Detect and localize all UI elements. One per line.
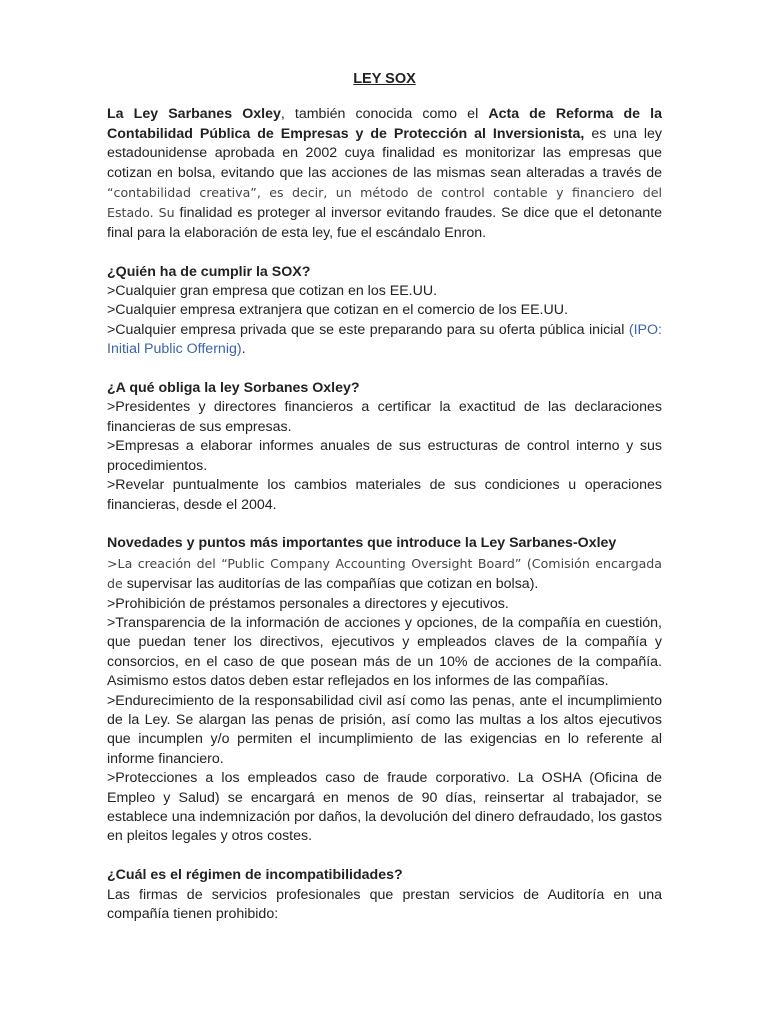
list-item-text: >Cualquier empresa privada que se este preparando para su oferta pública inicial (107, 321, 629, 338)
intro-paragraph (107, 105, 662, 243)
intro-bold-act-name: Acta de Reforma de la Contabilidad Pública de Empresas y de Protección al Inversionista, (107, 106, 662, 142)
intro-text-2: es una ley estadounidense aprobada en 2002 cuya finalidad es monitorizar las empresas que cotizan en bolsa, evitando que las acciones de las mismas sean alteradas a través de (107, 125, 662, 181)
list-item: >Prohibición de préstamos personales a directores y ejecutivos. (107, 595, 509, 612)
list-item (107, 321, 662, 360)
list-item: >Cualquier gran empresa que cotizan en los EE.UU. (107, 283, 438, 300)
list-item: >Transparencia de la información de acciones y opciones, de la compañía en cuestión, que puedan tener los directivos, ejecutivos y empleados claves de la compañía y consorcios, en el caso de que posean más de un 10% de acciones de la compañía. Asimismo estos datos deben estar reflejados en los informes de las compañías. (107, 614, 662, 690)
document-title: LEY SOX (353, 71, 416, 87)
list-item-alt-text: >La creación del “Public Company Accounting Oversight Board” (Comisión encargada de (107, 555, 662, 592)
section-heading-novelties: Novedades y puntos más importantes que introduce la Ley Sarbanes-Oxley (107, 535, 617, 552)
list-item: >Revelar puntualmente los cambios materiales de sus condiciones u operaciones financieras, desde el 2004. (107, 477, 662, 513)
list-item-end: . (241, 341, 246, 358)
intro-text-1: , también conocida como el (280, 106, 489, 123)
section-heading-incompatibilities: ¿Cuál es el régimen de incompatibilidades? (107, 867, 403, 884)
intro-text-4: finalidad es proteger al inversor evitando fraudes. Se dice que el detonante final para la elaboración de esta ley, fue el escándalo Enron. (107, 205, 663, 241)
ipo-link[interactable]: (IPO: Initial Public Offernig) (107, 321, 662, 358)
spacer (107, 360, 662, 379)
document-page (107, 70, 662, 924)
intro-bold-law-name: La Ley Sarbanes Oxley (107, 106, 281, 123)
spacer (107, 847, 662, 866)
list-item-text: supervisar las auditorías de las compañías que cotizan en bolsa). (122, 576, 539, 593)
spacer (107, 515, 662, 534)
intro-text-3: “contabilidad creativa”, es decir, un método de control contable y financiero del Estado. Su (107, 185, 662, 221)
list-item: >Empresas a elaborar informes anuales de sus estructuras de control interno y sus procedimientos. (107, 438, 662, 474)
list-item: >Cualquier empresa extranjera que cotizan en el comercio de los EE.UU. (107, 302, 568, 319)
list-item (107, 554, 662, 595)
list-item: >Endurecimiento de la responsabilidad civil así como las penas, ante el incumplimiento de la Ley. Se alargan las penas de prisión, así como las multas a los altos ejecutivos que incumplen y/o permiten el incumplimiento de las exigencias en lo referente al informe financiero. (107, 692, 662, 767)
spacer (107, 243, 662, 262)
list-item: >Presidentes y directores financieros a certificar la exactitud de las declaraciones financieras de sus empresas. (107, 399, 662, 435)
section-heading-obligations: ¿A qué obliga la ley Sorbanes Oxley? (107, 380, 360, 397)
paragraph: Las firmas de servicios profesionales que prestan servicios de Auditoría en una compañía tienen prohibido: (107, 886, 662, 922)
list-item: >Protecciones a los empleados caso de fraude corporativo. La OSHA (Oficina de Empleo y Salud) se encargará en menos de 90 días, reinsertar al trabajador, se establece una indemnización por daños, la devolución del dinero defraudado, los gastos en pleitos legales y otros costes. (107, 770, 662, 845)
section-heading-who: ¿Quién ha de cumplir la SOX? (107, 263, 311, 280)
